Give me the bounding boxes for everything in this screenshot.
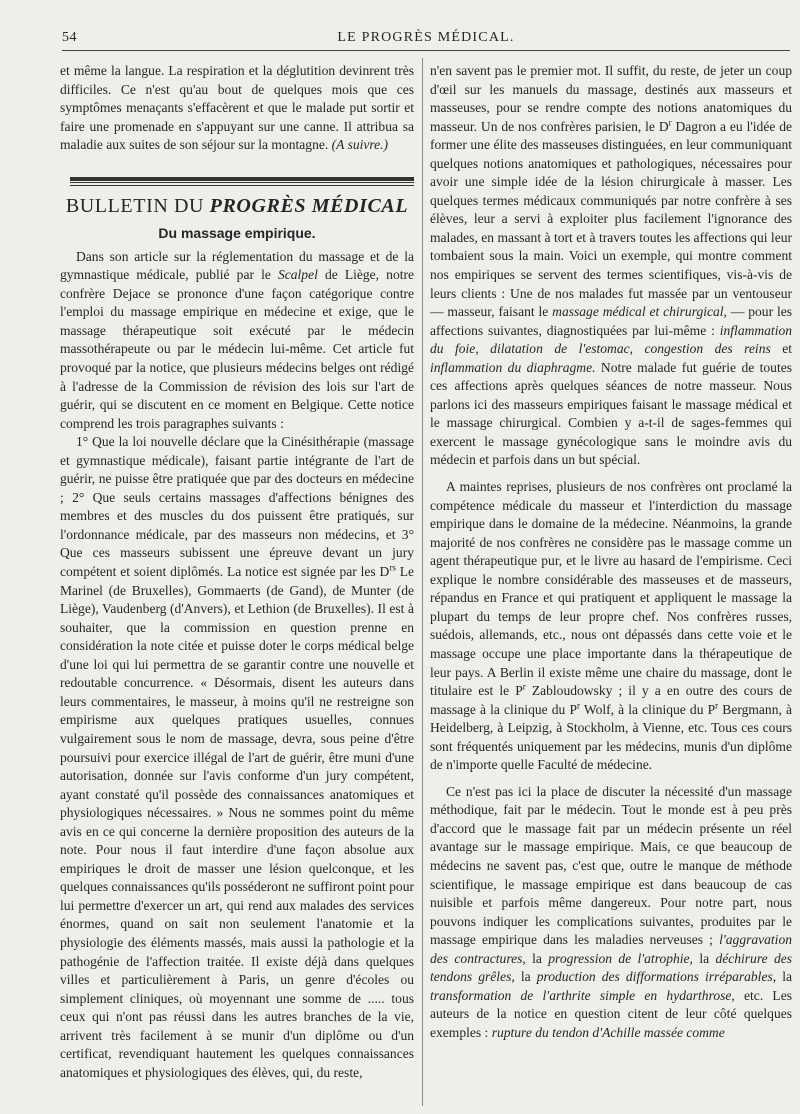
bulletin-heading: BULLETIN DU PROGRÈS MÉDICAL [65, 194, 409, 217]
section-rule [70, 177, 414, 186]
article-paragraph-1: Dans son article sur la réglementation du massage et de la gymnastique médicale, publié par le Scalpel de Liège, notre confrère Dejace se prononce d'une façon catégorique contre l'emploi du massage empirique en médecine et exige, que le massage thérapeutique soit exécuté par le médecin massothérapeute ou par le médecin lui-même. Cet article fut provoqué par la notice, que plusieurs médecins belges ont rédigé à l'adresse de la Commission de révision des lois sur l'art de guérir, qui se discutent en ce moment en Belgique. Cette notice comprend les trois paragraphes suivants : [60, 248, 414, 431]
article-paragraph-5: Ce n'est pas ici la place de discuter la nécessité d'un massage méthodique, fait par le médecin. Tout le monde est à peu près d'accord que le massage fait par un médecin présente un réel avantage sur le massage empirique. Mais, ce que beaucoup de médecins ne savent pas, c'est que, outre le manque de méthode scientifique, le massage empirique est dans beaucoup de cas nuisible et parfois même dangereux. Pour notre part, nous pouvons indiquer les complications suivantes, produites par le massage empirique dans les maladies nerveuses ; l'aggravation des contractures, la progression de l'atrophie, la déchirure des tendons grêles, la production des difformations irréparables, la transformation de l'arthrite simple en hydarthrose, etc. Les auteurs de la notice en question citent de leur côté quelques exemples : rupture du tendon d'Achille massée comme [430, 783, 792, 1040]
article-paragraph-3: n'en savent pas le premier mot. Il suffit, du reste, de jeter un coup d'œil sur les manuels du massage, destinés aux masseurs et masseuses, pour se rendre compte des notions anatomiques du masseur. Un de nos confrères parisien, le $D^r$ Dagron a eu l'idée de former une élite des masseuses distinguées, en leur communiquant quelques notions anatomiques et pathologiques, nécessaires pour avoir une simple idée de la lésion chirurgicale à masser. Les quelques termes médicaux communiqués par notre confrère à ses élèves, leur a servi à exploiter plus facilement l'ignorance des malades, en massant à tort et à travers toutes les affections qui leur tombaient sous la main. Voici un exemple, qui montre comment nos empiriques se servent des termes scientifiques, vis-à-vis de leurs clients : Une de nos malades fut massée par un ventouseur — masseur, faisant le massage médical et chirurgical, — pour les affections suivantes, diagnostiquées par lui-même : inflammation du foie, dilatation de l'estomac, congestion des reins et inflammation du diaphragme. Notre malade fut guérie de toutes ces affections après quelques séances de notre masseur. Nous parlons ici des masseurs empiriques faisant le massage médical et le massage chirurgical. Combien y a-t-il de sages-femmes qui exercent le massage gynécologique sans le moindre avis du médecin et parfois dans un but spécial. [430, 63, 792, 468]
a-suivre-note: (A suivre.) [331, 137, 389, 153]
left-column [60, 62, 414, 1106]
bulletin-journal-name: PROGRÈS MÉDICAL [209, 194, 409, 217]
column-divider [422, 58, 423, 1106]
article-paragraph-2: 1° Que la loi nouvelle déclare que la Cinésithérapie (massage et gymnastique médicale), faisant partie intégrante de l'art de guérir, ne puisse être pratiquée que par des docteurs en médecine ; 2° Que seuls certains massages d'affections bénignes des membres et des muscles du dos puissent être pratiqués, sur l'ordonnance médicale, par des masseurs non médecins, et 3° Que ces masseurs subissent une épreuve devant un jury compétent et soient diplômés. La notice est signée par les $D^{rs}$ Le Marinel (de Bruxelles), Gommaerts (de Gand), de Munter (de Liège), Vaudenberg (d'Anvers), et Lethion (de Bruxelles). Il est à souhaiter, que la commission en question prenne en considération la note citée et puisse doter le corps médical belge d'une loi qui lui permettra de se garantir contre une nouvelle et redoutable concurrence. « Désormais, disent les auteurs dans leurs commentaires, le masseur, à moins qu'il ne restreigne son empirisme aux quelques pratiques usuelles, connues vulgairement sous le nom de massage, devra, sous peine d'être poursuivi pour exercice illégal de l'art de guérir, être muni d'une autorisation, donnée sur l'avis conforme d'un jury compétent, ayant constaté qu'il possède des connaissances anatomiques et physiologiques nécessaires. » Nous ne sommes point du même avis en ce qui concerne la dernière proposition des auteurs de la note. Pour nous il faut interdire d'une façon absolue aux empiriques le droit de masser une lésion quelconque, et les quelques connaissances qu'ils posséderont ne suffiront point pour lui permettre d'exercer un art, qui rend aux malades des services énormes, quand on sait non seulement l'anatomie et la physiologie des éléments massés, mais aussi la pathologie et la pathogénie de l'affection traitée. Il existe déjà dans quelques villes et particulièrement à Paris, un genre d'écoles ou simplement cliniques, où moyennant une somme de ..... tous ceux qui n'ont pas réussi dans les autres branches de la vie, arrivent très facilement à se munir d'un diplôme ou d'un certificat, revendiquant hautement les quelques connaissances anatomiques et physiologiques des élèves, qui, du reste, [60, 434, 414, 1080]
running-title: LE PROGRÈS MÉDICAL. [337, 30, 515, 45]
article-paragraph-4: A maintes reprises, plusieurs de nos confrères ont proclamé la compétence médicale du masseur et l'interdiction du massage empirique dans le domaine de la médecine. Néanmoins, la grande majorité de nos confrères ne considère pas le massage comme un agent thérapeutique pur, et le livre au hasard de l'empirisme. Ceci explique le nombre considérable des masseuses et de masseurs, répandus en France et qui pratiquent et appliquent le massage la plupart du temps de leur propre chef. Nos confrères russes, suédois, allemands, etc., nous ont dépassés dans cette voie et le massage occupe une place importante dans la thérapeutique de leur pays. A Berlin il existe même une chaire du massage, dont le titulaire est le $P^r$ Zabloudowsky ; il y a en outre des cours de massage à la clinique du $P^r$ Wolf, à la clinique du $P^r$ Bergmann, à Heidelberg, à Leipzig, à Stockholm, à Vienne, etc. Tous ces cours sont fréquentés uniquement par les médecins, munis d'un diplôme de n'importe quelle Faculté de médecine. [430, 479, 792, 773]
article-subheading: Du massage empirique. [158, 224, 316, 241]
intro-paragraph: et même la langue. La respiration et la déglutition devinrent très difficiles. Ce n'est qu'au bout de quelques mois que ces symptômes menaçants s'effacèrent et que le malade put sortir et faire une promenade en s'appuyant sur une canne. Il attribua sa maladie aux suites de son séjour sur la montagne. (A suivre.) [60, 63, 414, 153]
right-column [430, 62, 792, 1106]
page-number: 54 [62, 30, 77, 45]
page-header [62, 26, 790, 51]
